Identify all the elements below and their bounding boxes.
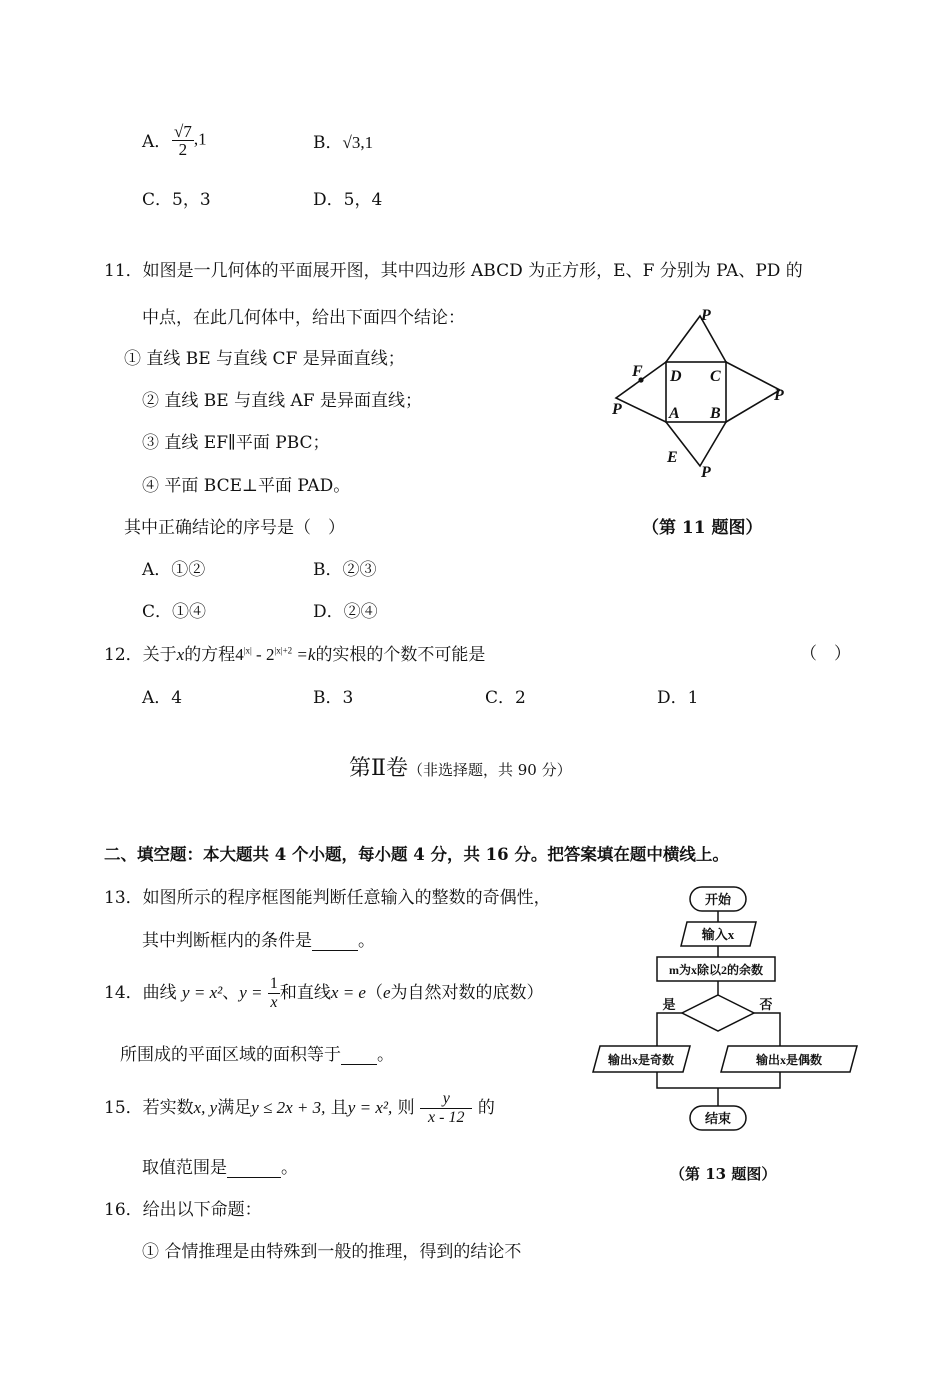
flow-no-label: 否 xyxy=(759,997,773,1012)
q11-question: 其中正确结论的序号是（ ） xyxy=(124,518,345,538)
label-p-right: P xyxy=(774,387,784,404)
label-p-top: P xyxy=(701,307,711,324)
triangle-right xyxy=(726,362,780,422)
q13-answer-blank[interactable] xyxy=(312,933,358,951)
q13-line1: 13．如图所示的程序框图能判断任意输入的整数的奇偶性， xyxy=(104,888,551,908)
part2-heading xyxy=(349,758,572,780)
q13-figure-caption: （第 13 题图） xyxy=(670,1165,777,1183)
label-c: C xyxy=(710,368,721,385)
flow-start-label: 开始 xyxy=(704,892,732,907)
q15-line1: 15．若实数x, y满足y ≤ 2x + 3, 且y = x², 则 $\frac{y}{x - 12}$ 的 xyxy=(104,1090,495,1126)
q11-option-d: D．②④ xyxy=(313,602,378,622)
q13-line2: 其中判断框内的条件是 。 xyxy=(142,931,375,951)
flow-process-label: m为x除以2的余数 xyxy=(669,963,763,977)
q10-option-a-value: $\frac{√7}{2}$ ,1 xyxy=(174,122,207,159)
label-d: D xyxy=(670,368,682,385)
q11-option-b: B．②③ xyxy=(313,560,377,580)
q11-statement-1: ① 直线 BE 与直线 CF 是异面直线； xyxy=(124,349,405,369)
flow-end-label: 结束 xyxy=(704,1111,732,1126)
flow-decision-diamond xyxy=(682,995,754,1031)
q15-equation: y = x², xyxy=(347,1098,393,1117)
q12-answer-paren: （ ） xyxy=(800,644,851,664)
q12-option-b: B．3 xyxy=(313,688,354,708)
part2-subtitle: （非选择题，共 90 分） xyxy=(407,761,572,779)
q12-option-a: A．4 xyxy=(142,688,183,708)
label-b: B xyxy=(710,405,721,422)
q10-option-a xyxy=(142,134,171,151)
q11-option-c: C．①④ xyxy=(142,602,207,622)
q15-inequality: y ≤ 2x + 3, xyxy=(251,1098,326,1117)
q13-flowchart xyxy=(590,884,860,1144)
q10-option-d: D．5，4 xyxy=(313,190,383,210)
q15-line2: 取值范围是 。 xyxy=(142,1158,298,1178)
q12-equation: $4^{|x|} - 2^{|x|+2} =k$ xyxy=(235,645,316,664)
q14-line-x-e: x = e xyxy=(330,983,366,1002)
q14-line1: 14．曲线 y = x²、y = $\frac{1}{x}$ 和直线x = e（e为自然对数的底数） xyxy=(104,975,544,1011)
q11-figure-caption: （第 11 题图） xyxy=(642,518,763,538)
triangle-top xyxy=(666,316,726,362)
flow-even-label: 输出x是偶数 xyxy=(755,1053,823,1067)
label-e: E xyxy=(667,449,678,466)
q16-statement-1: ① 合情推理是由特殊到一般的推理，得到的结论不 xyxy=(142,1242,522,1262)
label-f: F xyxy=(632,363,643,380)
q11-net-figure xyxy=(600,300,810,490)
q12-line: 12．关于x的方程$4^{|x|} - 2^{|x|+2} =k$的实根的个数不可能是 xyxy=(104,645,486,665)
q16-line1: 16．给出以下命题： xyxy=(104,1200,262,1220)
q12-option-c: C．2 xyxy=(485,688,526,708)
q11-statement-4: ④ 平面 BCE⊥平面 PAD。 xyxy=(142,476,351,496)
q11-option-a: A．①② xyxy=(142,560,206,580)
q11-statement-2: ② 直线 BE 与直线 AF 是异面直线； xyxy=(142,391,422,411)
section2-heading: 二、填空题：本大题共 4 个小题，每小题 4 分，共 16 分。把答案填在题中横线上。 xyxy=(104,845,729,864)
q12-option-d: D．1 xyxy=(657,688,699,708)
q11-statement-3: ③ 直线 EF∥平面 PBC； xyxy=(142,433,330,453)
flow-odd-label: 输出x是奇数 xyxy=(607,1053,675,1067)
q15-answer-blank[interactable] xyxy=(227,1160,281,1178)
q10-option-c: C．5，3 xyxy=(142,190,211,210)
label-p-left: P xyxy=(612,401,622,418)
q14-curve-1: y = x² xyxy=(182,983,223,1002)
q14-answer-blank[interactable] xyxy=(341,1047,377,1065)
q14-line2: 所围成的平面区域的面积等于 。 xyxy=(120,1045,394,1065)
flow-input-label: 输入x xyxy=(701,927,735,942)
part2-title: 第Ⅱ卷 xyxy=(349,756,408,781)
q11-line1: 11．如图是一几何体的平面展开图，其中四边形 ABCD 为正方形，E、F 分别为 PA、PD 的 xyxy=(104,261,803,281)
flow-yes-label: 是 xyxy=(662,997,676,1012)
sqrt7-over-2: $\frac{√7}{2}$ xyxy=(174,122,192,159)
q15-fraction: $\frac{y}{x - 12}$ xyxy=(420,1090,472,1127)
q14-fraction: $\frac{1}{x}$ xyxy=(269,975,278,1011)
q11-line2: 中点，在此几何体中，给出下面四个结论： xyxy=(142,308,465,328)
option-a-label: A． xyxy=(142,132,172,152)
q10-option-b: B．√3,1 xyxy=(313,133,374,153)
label-p-bottom: P xyxy=(701,464,711,481)
label-a: A xyxy=(669,405,680,422)
